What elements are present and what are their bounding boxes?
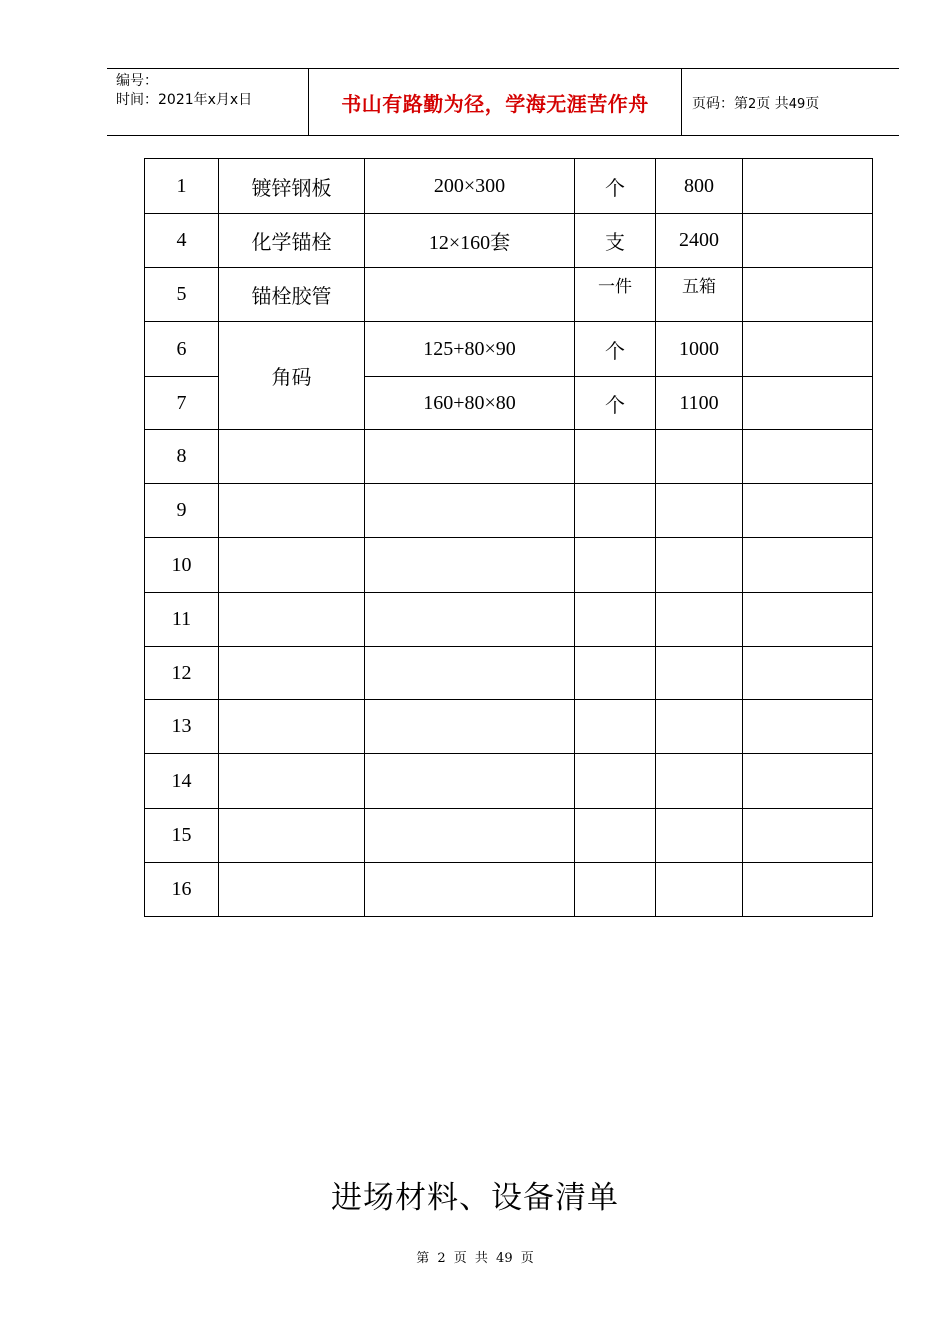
cell-spec xyxy=(365,809,575,863)
cell-qty: 2400 xyxy=(656,214,743,268)
cell-unit: 个 xyxy=(575,377,656,430)
cell-no: 12 xyxy=(145,647,219,700)
table-row xyxy=(145,593,873,647)
page-footer: 第 2 页 共 49 页 xyxy=(416,1251,534,1266)
cell-qty xyxy=(656,754,743,809)
cell-name: 化学锚栓 xyxy=(219,214,365,268)
cell-name xyxy=(219,647,365,700)
cell-name: 锚栓胶管 xyxy=(219,268,365,322)
cell-unit xyxy=(575,593,656,647)
cell-unit: 个 xyxy=(575,322,656,377)
page-total: 49 xyxy=(788,97,806,112)
cell-note xyxy=(743,430,873,484)
cell-qty xyxy=(656,863,743,917)
cell-note xyxy=(743,377,873,430)
cell-unit xyxy=(575,538,656,593)
cell-note xyxy=(743,159,873,214)
cell-name xyxy=(219,863,365,917)
cell-unit xyxy=(575,754,656,809)
cell-name xyxy=(219,538,365,593)
table-row xyxy=(145,268,873,322)
cell-note xyxy=(743,538,873,593)
cell-unit: 个 xyxy=(575,159,656,214)
cell-qty xyxy=(656,538,743,593)
table-row xyxy=(145,430,873,484)
cell-spec xyxy=(365,268,575,322)
header-divider-right xyxy=(681,68,682,136)
cell-name xyxy=(219,593,365,647)
cell-qty xyxy=(656,700,743,754)
cell-note xyxy=(743,754,873,809)
cell-no: 15 xyxy=(145,809,219,863)
cell-unit xyxy=(575,809,656,863)
cell-no: 14 xyxy=(145,754,219,809)
table-row xyxy=(145,700,873,754)
cell-spec xyxy=(365,647,575,700)
cell-spec xyxy=(365,863,575,917)
cell-qty xyxy=(656,593,743,647)
cell-spec: 12×160套 xyxy=(365,214,575,268)
page-mid: 页 共 xyxy=(756,96,789,112)
cell-no: 1 xyxy=(145,159,219,214)
table-row xyxy=(145,647,873,700)
cell-unit xyxy=(575,863,656,917)
cell-no: 8 xyxy=(145,430,219,484)
header-top-rule xyxy=(107,68,899,69)
table-row xyxy=(145,214,873,268)
cell-note xyxy=(743,484,873,538)
cell-note xyxy=(743,322,873,377)
cell-qty: 五箱 xyxy=(656,268,743,322)
header-left-block xyxy=(116,72,306,110)
cell-qty xyxy=(656,809,743,863)
cell-spec xyxy=(365,538,575,593)
table-row xyxy=(145,863,873,917)
page-suffix: 页 xyxy=(805,96,820,112)
cell-note xyxy=(743,863,873,917)
cell-name xyxy=(219,484,365,538)
header-motto: 书山有路勤为径，学海无涯苦作舟 xyxy=(341,92,649,116)
cell-name xyxy=(219,700,365,754)
table-row xyxy=(145,754,873,809)
cell-name-merged: 角码 xyxy=(219,322,365,430)
cell-spec xyxy=(365,430,575,484)
cell-qty xyxy=(656,484,743,538)
cell-spec xyxy=(365,484,575,538)
cell-note xyxy=(743,268,873,322)
cell-note xyxy=(743,700,873,754)
cell-qty xyxy=(656,647,743,700)
cell-unit xyxy=(575,700,656,754)
cell-spec: 125+80×90 xyxy=(365,322,575,377)
section-title: 进场材料、设备清单 xyxy=(331,1180,619,1216)
cell-spec xyxy=(365,700,575,754)
cell-no: 16 xyxy=(145,863,219,917)
cell-spec xyxy=(365,754,575,809)
cell-no: 4 xyxy=(145,214,219,268)
cell-spec: 160+80×80 xyxy=(365,377,575,430)
cell-no: 9 xyxy=(145,484,219,538)
cell-unit: 一件 xyxy=(575,268,656,322)
header-divider-left xyxy=(308,68,309,136)
table-row xyxy=(145,809,873,863)
cell-name xyxy=(219,809,365,863)
header-bottom-rule xyxy=(107,135,899,136)
cell-unit xyxy=(575,484,656,538)
cell-qty: 1100 xyxy=(656,377,743,430)
cell-unit: 支 xyxy=(575,214,656,268)
cell-no: 5 xyxy=(145,268,219,322)
cell-qty: 1000 xyxy=(656,322,743,377)
page-prefix: 页码：第 xyxy=(692,96,748,112)
cell-spec: 200×300 xyxy=(365,159,575,214)
cell-no: 7 xyxy=(145,377,219,430)
cell-no: 11 xyxy=(145,593,219,647)
cell-note xyxy=(743,214,873,268)
cell-no: 13 xyxy=(145,700,219,754)
header-page-info xyxy=(692,93,819,113)
cell-note xyxy=(743,809,873,863)
serial-label: 编号： xyxy=(116,73,158,89)
cell-no: 10 xyxy=(145,538,219,593)
table-row xyxy=(145,322,873,377)
materials-table xyxy=(144,158,873,917)
cell-no: 6 xyxy=(145,322,219,377)
cell-note xyxy=(743,647,873,700)
cell-note xyxy=(743,593,873,647)
cell-name: 镀锌钢板 xyxy=(219,159,365,214)
page-current: 2 xyxy=(748,97,757,112)
cell-spec xyxy=(365,593,575,647)
table-row xyxy=(145,538,873,593)
cell-unit xyxy=(575,647,656,700)
cell-name xyxy=(219,754,365,809)
table-row xyxy=(145,159,873,214)
cell-qty xyxy=(656,430,743,484)
cell-qty: 800 xyxy=(656,159,743,214)
table-row xyxy=(145,484,873,538)
date-label: 时间：2021年x月x日 xyxy=(116,92,253,108)
cell-name xyxy=(219,430,365,484)
cell-unit xyxy=(575,430,656,484)
